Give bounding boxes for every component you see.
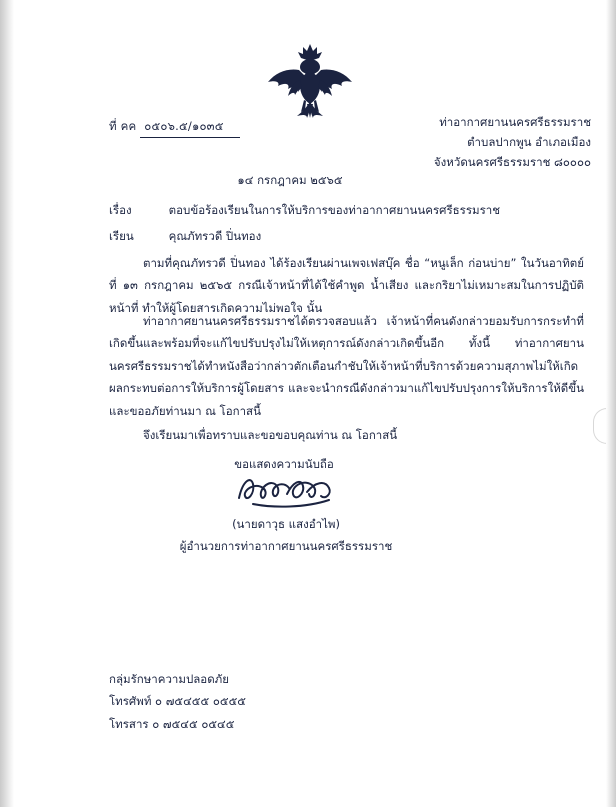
recipient-label: เรียน — [109, 229, 134, 243]
recipient-value: คุณภัทรวดี ปิ่นทอง — [168, 229, 262, 243]
footer-line-2: โทรศัพท์ ๐ ๗๕๔๕๕ ๐๕๕๕ — [109, 694, 246, 709]
handwritten-signature-icon — [14, 468, 561, 514]
footer-line-3: โทรสาร ๐ ๗๕๔๕ ๐๕๔๕ — [109, 716, 235, 731]
subject-label: เรื่อง — [109, 203, 132, 217]
sender-address — [434, 112, 591, 172]
letter-sheet — [14, 0, 606, 807]
subject-value: ตอบข้อร้องเรียนในการให้บริการของท่าอากาศยานนครศรีธรรมราช — [168, 203, 501, 217]
document-date: ๑๔ กรกฎาคม ๒๕๖๕ — [237, 173, 343, 187]
recipient-row — [109, 228, 261, 246]
page-edge-mark — [593, 408, 610, 444]
document-number-value: ๐๕๐๖.๕/๑๐๓๕ — [140, 118, 240, 138]
document-number-label: ที่ คค — [109, 119, 137, 133]
body-paragraph-2: ท่าอากาศยานนครศรีธรรมราชได้ตรวจสอบแล้ว เจ้าหน้าที่คนดังกล่าวยอมรับการกระทำที่เกิดขึ้นและพร้อมที่จะแก้ไขปรับปรุงไม่ให้เหตุการณ์ดังกล่าวเกิดขึ้นอีก ทั้งนี้ ท่าอากาศยานนครศรีธรรมราชได้ทำหนังสือว่ากล่าวตักเตือนกำชับให้เจ้าหน้าที่บริการด้วยความสุภาพไม่ให้เกิดผลกระทบต่อการให้บริการผู้โดยสาร และจะนำกรณีดังกล่าวมาแก้ไขปรับปรุงการให้บริการให้ดีขึ้น และขออภัยท่านมา ณ โอกาสนี้ — [109, 314, 584, 418]
footer-line-1: กลุ่มรักษาความปลอดภัย — [109, 672, 229, 686]
sender-address-line-1: ท่าอากาศยานนครศรีธรรมราช — [439, 115, 591, 129]
signer-title: ผู้อำนวยการท่าอากาศยานนครศรีธรรมราช — [179, 539, 393, 553]
body-paragraph-1: ตามที่คุณภัทรวดี ปิ่นทอง ได้ร้องเรียนผ่านเพจเฟสบุ๊ค ชื่อ “หนูเล็ก ก่อนบ่าย” ในวันอาทิตย์ ที่ ๑๓ กรกฎาคม ๒๕๖๕ กรณีเจ้าหน้าที่ได้ใช้คำพูด น้ำเสียง และกริยาไม่เหมาะสมในการปฏิบัติหน้าที่ ทำให้ผู้โดยสารเกิดความไม่พอใจ นั้น — [109, 256, 584, 315]
sender-address-line-3: จังหวัดนครศรีธรรมราช ๘๐๐๐๐ — [433, 155, 591, 170]
signer-name: (นายดาวุธ แสงอำไพ) — [232, 517, 340, 531]
closing-phrase: ขอแสดงความนับถือ — [234, 457, 334, 471]
subject-row — [109, 202, 500, 220]
garuda-emblem-icon — [14, 42, 606, 120]
body-paragraph-3: จึงเรียนมาเพื่อทราบและขอขอบคุณท่าน ณ โอกาสนี้ — [143, 428, 398, 442]
document-number — [109, 118, 240, 138]
footer-contact — [109, 668, 246, 735]
sender-address-line-2: ตำบลปากพูน อำเภอเมือง — [467, 135, 591, 150]
